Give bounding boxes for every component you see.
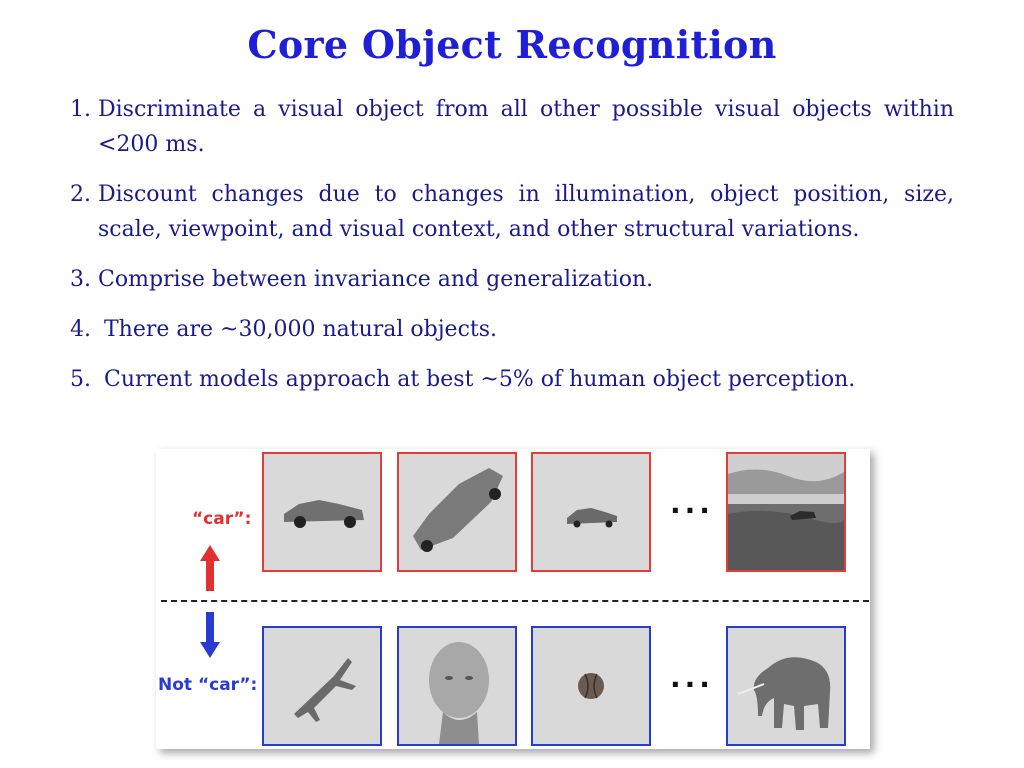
item-number: 2. xyxy=(70,182,91,207)
dashed-divider xyxy=(161,600,869,602)
item-number: 3. xyxy=(70,267,91,292)
car-image-small xyxy=(531,452,651,572)
down-arrow-icon xyxy=(200,612,220,658)
car-label: “car”: xyxy=(192,509,252,529)
object-recognition-figure xyxy=(156,449,870,749)
slide-title: Core Object Recognition xyxy=(247,22,777,67)
head-image xyxy=(397,626,517,746)
jet-icon xyxy=(264,628,380,744)
not-car-label: Not “car”: xyxy=(158,675,258,695)
item-text: Comprise between invariance and generalization. xyxy=(98,267,654,292)
item-text: Current models approach at best ~5% of human object perception. xyxy=(104,367,856,392)
car-image-side xyxy=(262,452,382,572)
landscape-icon xyxy=(728,454,844,570)
item-number: 1. xyxy=(70,97,91,122)
car-in-landscape-image xyxy=(726,452,846,572)
bullet-list xyxy=(70,92,954,412)
elephant-image xyxy=(726,626,846,746)
head-icon xyxy=(399,628,515,744)
ball-image xyxy=(531,626,651,746)
car-icon xyxy=(399,454,515,570)
list-item xyxy=(70,262,954,297)
list-item xyxy=(70,177,954,247)
item-number: 5. xyxy=(70,367,91,392)
list-item xyxy=(70,362,954,397)
list-item xyxy=(70,312,954,347)
ellipsis-not-car: ... xyxy=(670,661,714,694)
jet-image xyxy=(262,626,382,746)
elephant-icon xyxy=(728,628,844,744)
car-icon xyxy=(264,454,380,570)
ellipsis-car: ... xyxy=(670,487,714,520)
car-image-tilted xyxy=(397,452,517,572)
item-number: 4. xyxy=(70,317,91,342)
up-arrow-icon xyxy=(200,545,220,591)
list-item xyxy=(70,92,954,162)
car-icon xyxy=(533,454,649,570)
item-text: Discount changes due to changes in illumination, object position, size, scale, viewpoint, and visual context, and other structural variations. xyxy=(98,182,954,242)
item-text: Discriminate a visual object from all other possible visual objects within <200 ms. xyxy=(98,97,954,157)
item-text: There are ~30,000 natural objects. xyxy=(104,317,498,342)
ball-icon xyxy=(533,628,649,744)
